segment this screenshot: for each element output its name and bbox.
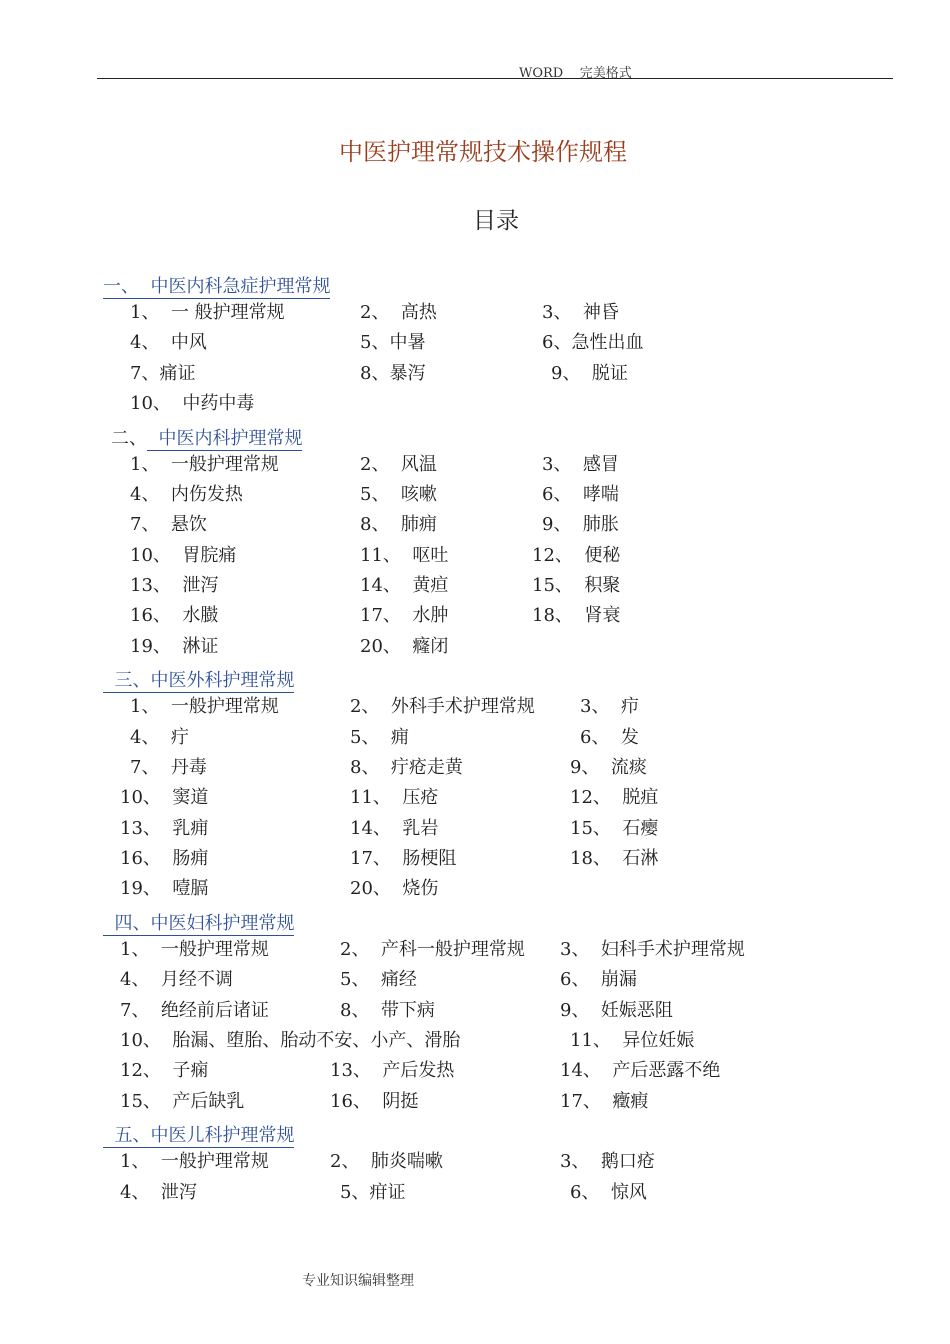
toc-item[interactable]: 6、 惊风	[570, 1182, 647, 1203]
toc-item[interactable]: 5、中暑	[360, 332, 426, 353]
toc-item[interactable]: 18、 石淋	[570, 848, 659, 869]
toc-item[interactable]: 8、 肺痈	[360, 514, 437, 535]
toc-item[interactable]: 15、 产后缺乳	[120, 1091, 245, 1112]
toc-item[interactable]: 13、 产后发热	[330, 1060, 455, 1081]
toc-section-4[interactable]	[103, 909, 294, 935]
toc-item[interactable]: 11、 呕吐	[360, 545, 449, 566]
toc-item[interactable]: 9、 流痰	[570, 757, 647, 778]
toc-item[interactable]: 3、 神昏	[542, 302, 619, 323]
document-title: 中医护理常规技术操作规程	[339, 138, 627, 166]
toc-item[interactable]: 3、 鹅口疮	[560, 1151, 655, 1172]
toc-item[interactable]: 10、 窦道	[120, 787, 209, 808]
toc-item[interactable]: 9、 脱证	[551, 363, 628, 384]
toc-item[interactable]: 1、 一 般护理常规	[130, 302, 285, 323]
toc-item[interactable]: 8、暴泻	[360, 363, 426, 384]
header-text: WORD 完美格式	[519, 66, 632, 81]
toc-item[interactable]: 19、 噎膈	[120, 878, 209, 899]
toc-section-2[interactable]	[111, 424, 302, 450]
toc-section-label: 五、中医儿科护理常规	[103, 1125, 295, 1146]
toc-item[interactable]: 12、 子痫	[120, 1060, 209, 1081]
toc-item[interactable]: 5、 痈	[350, 727, 409, 748]
toc-item[interactable]: 7、 悬饮	[130, 514, 207, 535]
toc-section-label: 四、中医妇科护理常规	[103, 913, 295, 934]
toc-item[interactable]: 4、 泄泻	[120, 1182, 197, 1203]
toc-item[interactable]: 17、 水肿	[360, 605, 449, 626]
toc-item[interactable]: 4、 疔	[130, 727, 189, 748]
toc-item[interactable]: 4、 内伤发热	[130, 484, 243, 505]
toc-item[interactable]: 3、 妇科手术护理常规	[560, 939, 745, 960]
toc-item[interactable]: 8、 带下病	[340, 1000, 435, 1021]
toc-item[interactable]: 16、 水臌	[130, 605, 219, 626]
toc-item[interactable]: 10、 中药中毒	[130, 393, 255, 414]
toc-item[interactable]: 2、 产科一般护理常规	[340, 939, 525, 960]
toc-item[interactable]: 1、 一般护理常规	[130, 454, 279, 475]
toc-item[interactable]: 14、 产后恶露不绝	[560, 1060, 721, 1081]
toc-item[interactable]: 18、 肾衰	[532, 605, 621, 626]
toc-item[interactable]: 13、 乳痈	[120, 818, 209, 839]
toc-item[interactable]: 1、 一般护理常规	[120, 939, 269, 960]
toc-item[interactable]: 1、 一般护理常规	[120, 1151, 269, 1172]
toc-item[interactable]: 8、 疔疮走黄	[350, 757, 463, 778]
toc-item[interactable]: 2、 风温	[360, 454, 437, 475]
toc-item[interactable]: 19、 淋证	[130, 636, 219, 657]
toc-item[interactable]: 7、 绝经前后诸证	[120, 1000, 269, 1021]
toc-item[interactable]: 2、 肺炎喘嗽	[330, 1151, 443, 1172]
toc-section-label: 中医内科护理常规	[147, 428, 303, 449]
toc-item[interactable]: 7、痛证	[130, 363, 196, 384]
page-header	[97, 60, 893, 79]
toc-item[interactable]: 6、 发	[580, 727, 639, 748]
toc-item[interactable]: 13、 泄泻	[130, 575, 219, 596]
toc-item[interactable]: 7、 丹毒	[130, 757, 207, 778]
toc-item[interactable]: 5、疳证	[340, 1182, 406, 1203]
toc-item[interactable]: 9、 肺胀	[542, 514, 619, 535]
toc-item[interactable]: 11、 异位妊娠	[570, 1030, 695, 1051]
toc-item[interactable]: 6、 哮喘	[542, 484, 619, 505]
toc-item[interactable]: 20、 癃闭	[360, 636, 449, 657]
page-footer: 专业知识编辑整理	[302, 1273, 414, 1289]
toc-section-3[interactable]	[103, 666, 294, 692]
toc-item[interactable]: 12、 便秘	[532, 545, 621, 566]
toc-item[interactable]: 17、 癥瘕	[560, 1091, 649, 1112]
toc-item[interactable]: 14、 乳岩	[350, 818, 439, 839]
toc-item[interactable]: 16、 阴挺	[330, 1091, 419, 1112]
toc-item[interactable]: 11、 压疮	[350, 787, 439, 808]
toc-item[interactable]: 10、 胎漏、堕胎、胎动不安、小产、滑胎	[120, 1030, 461, 1051]
toc-item[interactable]: 15、 石瘿	[570, 818, 659, 839]
toc-section-label: 一、 中医内科急症护理常规	[103, 276, 331, 297]
toc-section-5[interactable]	[103, 1121, 294, 1147]
toc-item[interactable]: 6、急性出血	[542, 332, 644, 353]
toc-item[interactable]: 2、 外科手术护理常规	[350, 696, 535, 717]
toc-heading: 目录	[473, 208, 519, 234]
toc-item[interactable]: 5、 咳嗽	[360, 484, 437, 505]
toc-item[interactable]: 14、 黄疸	[360, 575, 449, 596]
toc-item[interactable]: 4、 中风	[130, 332, 207, 353]
toc-item[interactable]: 17、 肠梗阻	[350, 848, 457, 869]
toc-item[interactable]: 20、 烧伤	[350, 878, 439, 899]
toc-item[interactable]: 15、 积聚	[532, 575, 621, 596]
toc-section-label: 三、中医外科护理常规	[103, 670, 295, 691]
toc-section-prefix: 二、	[111, 428, 147, 449]
toc-item[interactable]: 10、 胃脘痛	[130, 545, 237, 566]
toc-section-1[interactable]	[103, 272, 330, 298]
toc-item[interactable]: 2、 高热	[360, 302, 437, 323]
toc-item[interactable]: 4、 月经不调	[120, 969, 233, 990]
toc-item[interactable]: 6、 崩漏	[560, 969, 637, 990]
toc-item[interactable]: 16、 肠痈	[120, 848, 209, 869]
toc-item[interactable]: 12、 脱疽	[570, 787, 659, 808]
toc-item[interactable]: 1、 一般护理常规	[130, 696, 279, 717]
toc-item[interactable]: 9、 妊娠恶阻	[560, 1000, 673, 1021]
toc-item[interactable]: 3、 疖	[580, 696, 639, 717]
toc-item[interactable]: 3、 感冒	[542, 454, 619, 475]
toc-item[interactable]: 5、 痛经	[340, 969, 417, 990]
